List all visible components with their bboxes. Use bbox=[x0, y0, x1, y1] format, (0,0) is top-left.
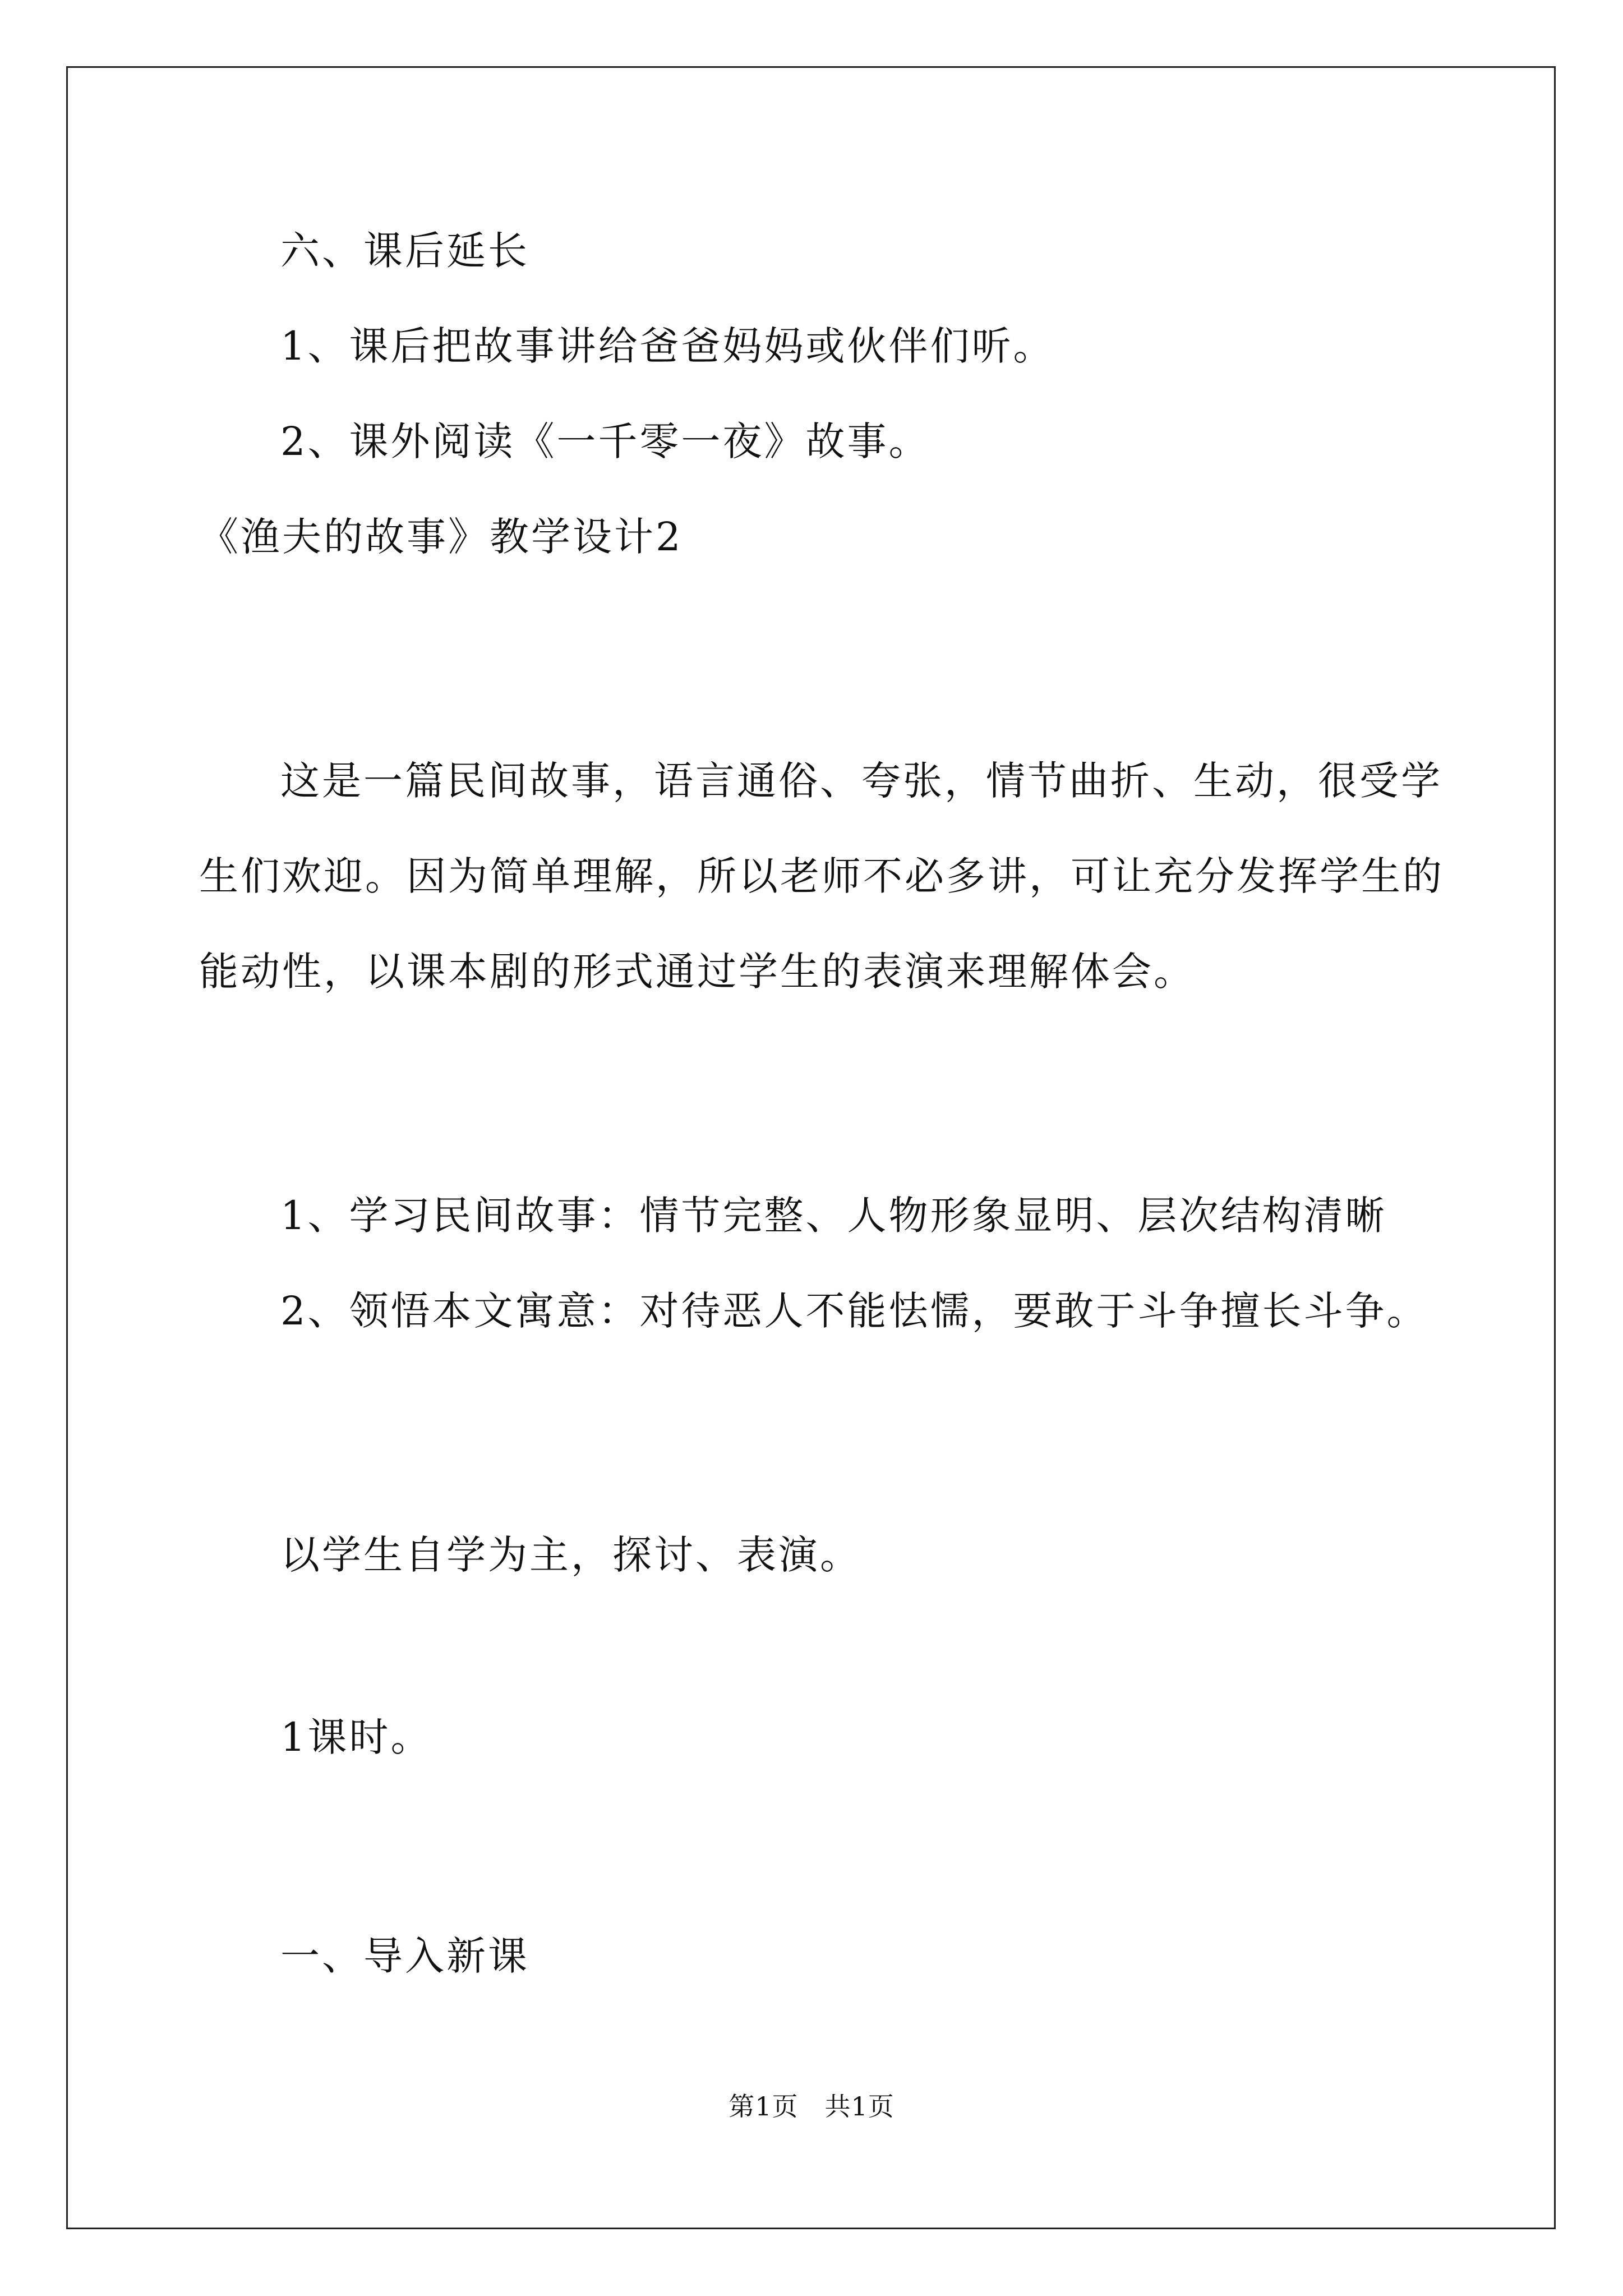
paragraph-line: 以学生自学为主，探讨、表演。 bbox=[280, 1532, 861, 1578]
page-border bbox=[66, 66, 1556, 2229]
section-heading-after-class: 六、课后延长 bbox=[280, 228, 529, 274]
page-footer: 第1页 共1页 bbox=[728, 2091, 895, 2122]
list-item: 2、课外阅读《一千零一夜》故事。 bbox=[280, 418, 930, 464]
list-item: 1、学习民间故事：情节完整、人物形象显明、层次结构清晰 bbox=[280, 1193, 1387, 1239]
paragraph-line: 能动性，以课本剧的形式通过学生的表演来理解体会。 bbox=[199, 949, 1195, 995]
section-heading-intro: 一、导入新课 bbox=[280, 1933, 529, 1979]
list-item: 1、课后把故事讲给爸爸妈妈或伙伴们听。 bbox=[280, 323, 1055, 369]
paragraph-line: 这是一篇民间故事，语言通俗、夸张，情节曲折、生动，很受学 bbox=[280, 758, 1442, 804]
paragraph-line: 1课时。 bbox=[280, 1714, 432, 1760]
document-title: 《渔夫的故事》教学设计2 bbox=[199, 514, 683, 560]
list-item: 2、领悟本文寓意：对待恶人不能怯懦，要敢于斗争擅长斗争。 bbox=[280, 1288, 1428, 1334]
paragraph-line: 生们欢迎。因为简单理解，所以老师不必多讲，可让充分发挥学生的 bbox=[199, 853, 1444, 899]
